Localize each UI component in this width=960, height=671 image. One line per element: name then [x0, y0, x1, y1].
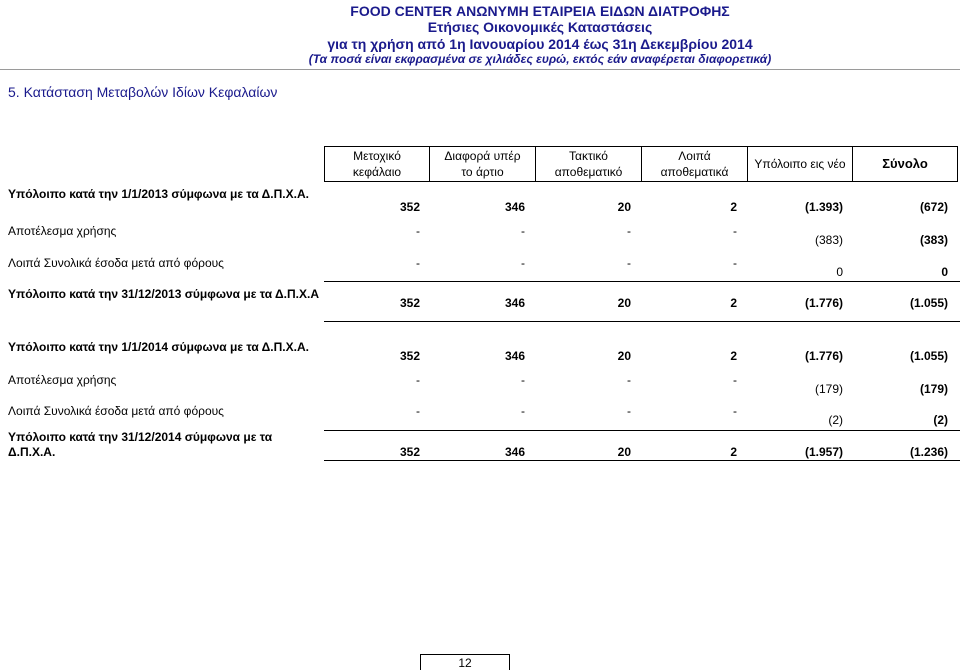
cell-value: - — [521, 373, 525, 387]
cell-value: 0 — [941, 265, 948, 279]
row-label-other-income-2013: Λοιπά Συνολικά έσοδα μετά από φόρους — [8, 256, 224, 270]
cell-value: 346 — [504, 349, 525, 363]
subtotal-rule — [324, 430, 960, 431]
cell-value: 352 — [399, 200, 420, 214]
cell-value: (1.236) — [909, 445, 948, 459]
row-label-balance-2013-end: Υπόλοιπο κατά την 31/12/2013 σύμφωνα με τα Δ.Π.Χ.Α — [8, 287, 319, 301]
cell-value: (672) — [919, 200, 948, 214]
cell-value: - — [416, 373, 420, 387]
cell-value: (1.776) — [804, 349, 843, 363]
total-rule — [324, 460, 960, 461]
cell-value: - — [627, 373, 631, 387]
col-header-total: Σύνολο — [852, 146, 958, 182]
cell-value: 346 — [504, 445, 525, 459]
statements-title: Ετήσιες Οικονομικές Καταστάσεις — [427, 19, 653, 35]
cell-value: 352 — [399, 296, 420, 310]
cell-value: 2 — [730, 445, 737, 459]
cell-value: - — [733, 373, 737, 387]
cell-value: - — [627, 256, 631, 270]
cell-value: 20 — [617, 200, 631, 214]
cell-value: 2 — [730, 200, 737, 214]
cell-value: (383) — [919, 233, 948, 247]
cell-value: (1.055) — [909, 349, 948, 363]
cell-value: 20 — [617, 296, 631, 310]
col-header-share-capital: Μετοχικό κεφάλαιο — [324, 146, 430, 182]
cell-value: - — [627, 224, 631, 238]
col-header-share-premium: Διαφορά υπέρ το άρτιο — [429, 146, 536, 182]
cell-value: 352 — [399, 349, 420, 363]
row-label-balance-2013-start: Υπόλοιπο κατά την 1/1/2013 σύμφωνα με τα Δ.Π.Χ.Α. — [8, 187, 309, 201]
cell-value: 346 — [504, 200, 525, 214]
cell-value: - — [733, 256, 737, 270]
section-title: 5. Κατάσταση Μεταβολών Ιδίων Κεφαλαίων — [8, 84, 278, 100]
cell-value: - — [521, 224, 525, 238]
row-label-other-income-2014: Λοιπά Συνολικά έσοδα μετά από φόρους — [8, 404, 224, 418]
total-rule — [324, 321, 960, 322]
amounts-note: (Τα ποσά είναι εκφρασμένα σε χιλιάδες ευρώ, εκτός εάν αναφέρεται διαφορετικά) — [308, 52, 772, 66]
cell-value: 2 — [730, 349, 737, 363]
page-number: 12 — [420, 654, 510, 670]
col-header-legal-reserve: Τακτικό αποθεματικό — [535, 146, 642, 182]
cell-value: 20 — [617, 349, 631, 363]
cell-value: (383) — [814, 233, 843, 247]
cell-value: - — [521, 404, 525, 418]
cell-value: 2 — [730, 296, 737, 310]
cell-value: (179) — [919, 382, 948, 396]
cell-value: - — [416, 224, 420, 238]
col-header-other-reserves: Λοιπά αποθεματικά — [641, 146, 748, 182]
cell-value: (2) — [828, 413, 843, 427]
company-name: FOOD CENTER ΑΝΩΝΥΜΗ ΕΤΑΙΡΕΙΑ ΕΙΔΩΝ ΔΙΑΤΡΟΦΗΣ — [350, 3, 730, 19]
row-label-result-2013: Αποτέλεσμα χρήσης — [8, 224, 117, 238]
cell-value: 352 — [399, 445, 420, 459]
row-label-balance-2014-start: Υπόλοιπο κατά την 1/1/2014 σύμφωνα με τα Δ.Π.Χ.Α. — [8, 340, 309, 354]
cell-value: (1.776) — [804, 296, 843, 310]
cell-value: (2) — [933, 413, 948, 427]
cell-value: 346 — [504, 296, 525, 310]
row-label-result-2014: Αποτέλεσμα χρήσης — [8, 373, 117, 387]
cell-value: - — [416, 256, 420, 270]
row-label-balance-2014-end-line2: Δ.Π.Χ.Α. — [8, 445, 56, 459]
cell-value: (1.393) — [804, 200, 843, 214]
cell-value: - — [733, 404, 737, 418]
period-text: για τη χρήση από 1η Ιανουαρίου 2014 έως 31η Δεκεμβρίου 2014 — [327, 36, 753, 52]
cell-value: 0 — [836, 265, 843, 279]
cell-value: 20 — [617, 445, 631, 459]
cell-value: (1.957) — [804, 445, 843, 459]
col-header-retained-earnings: Υπόλοιπο εις νέο — [747, 146, 853, 182]
cell-value: (179) — [814, 382, 843, 396]
cell-value: - — [627, 404, 631, 418]
cell-value: (1.055) — [909, 296, 948, 310]
cell-value: - — [521, 256, 525, 270]
row-label-balance-2014-end-line1: Υπόλοιπο κατά την 31/12/2014 σύμφωνα με τα — [8, 430, 273, 444]
header-divider — [0, 69, 960, 70]
subtotal-rule — [324, 281, 960, 282]
cell-value: - — [416, 404, 420, 418]
cell-value: - — [733, 224, 737, 238]
